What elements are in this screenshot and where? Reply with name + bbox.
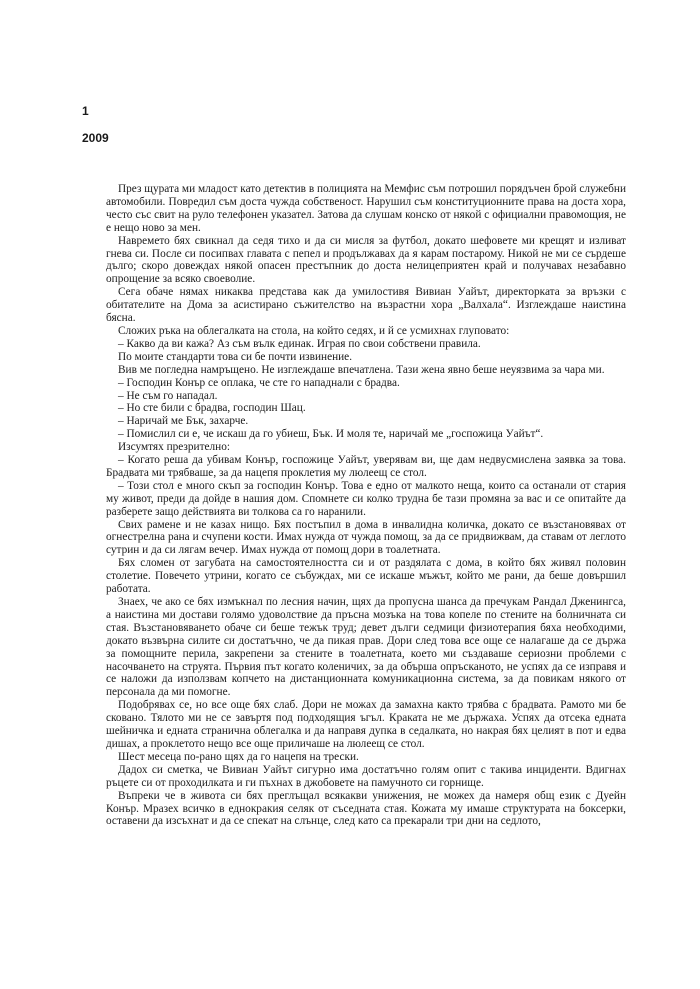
paragraph: Свих рамене и не казах нищо. Бях постъпил в дома в инвалидна количка, докато се възстановявах от огнестрелна рана и счупени кости. Имах нужда от чужда помощ, за да се придвижвам, да ставам от леглото сутрин и да си лягам вечер. Имах нужда от помощ дори в тоалетната. (106, 518, 626, 557)
paragraph: Изсумтях презрително: (118, 441, 231, 454)
paragraph: Сложих ръка на облегалката на стола, на който седях, и й се усмихнах глуповато: (118, 324, 510, 337)
chapter-year: 2009 (82, 131, 109, 145)
paragraph: Шест месеца по-рано щях да го нацепя на трески. (118, 750, 359, 763)
paragraph: По моите стандарти това си бе почти извинение. (118, 350, 353, 363)
paragraph: Сега обаче нямах никаква представа как да умилостивя Вивиан Уайът, директорката за връзки с обитателите на Дома за асистирано съжителство на възрастни хора „Валхала“. Изглеждаше наистина бясна. (106, 286, 626, 325)
chapter-number: 1 (82, 104, 89, 118)
paragraph: Подобрявах се, но все още бях слаб. Дори не можах да замахна както трябва с брадвата. Рамото ми бе сковано. Тялото ми не се завъртя под подходящия ъгъл. Краката не ме държаха. Успях да отсека едната шейничка и едната странична облегалка и да направя дупка в седалката, но накрая бях целият в пот и едва дишах, а проклетото нещо все още приличаше на люлеещ се стол. (106, 699, 626, 750)
paragraph: – Господин Конър се оплака, че сте го нападнали с брадва. (118, 376, 400, 389)
paragraph: – Но сте били с брадва, господин Шац. (118, 402, 306, 415)
paragraph: Въпреки че в живота си бях преглъщал всякакви унижения, не можех да намеря общ език с Дуейн Конър. Мразех всичко в еднокракия селяк от съседната стая. Кожата му имаше структурата на боксерки, оставени да изсъхнат и да се спекат на слънце, след като са прекарали три дни на седлото, (106, 789, 626, 828)
paragraph: Дадох си сметка, че Вивиан Уайът сигурно има достатъчно голям опит с такива инциденти. Вдигнах ръцете си от проходилката и ги пъхнах в джобовете на памучното си горнище. (106, 763, 626, 789)
paragraph: – Когато реша да убивам Конър, госпожице Уайът, уверявам ви, ще дам недвусмислена заявка за това. Брадвата ми трябваше, за да нацепя проклетия му люлеещ се стол. (106, 454, 626, 479)
paragraph: Вив ме погледна намръщено. Не изглеждаше впечатлена. Тази жена явно беше неуязвима за чара ми. (118, 363, 605, 376)
paragraph: Знаех, че ако се бях измъкнал по лесния начин, щях да пропусна шанса да пречукам Рандал Дженингса, а наистина ми достави голямо удоволствие да пръсна мозъка на това копеле по стените на болничната си стая. Възстановяването обаче си беше тежък труд; девет дълги седмици физиотерапия бяха необходими, докато възвърна силите си достатъчно, че да пикая прав. Дори след това все още се налагаше да се държа за помощните перила, закрепени за стените в тоалетната, което ми създаваше сериозни проблеми с насочването на струята. Първия път когато коленичих, за да обърша опръсканото, не успях да се изправя и се наложи да използвам копчето на дистанционната комуникационна система, за да повикам някого от персонала да ми помогне. (106, 596, 626, 699)
paragraph: През щурата ми младост като детектив в полицията на Мемфис съм потрошил порядъчен брой служебни автомобили. Повредил съм доста чужда собственост. Нарушил съм конституционните права на доста хора, често със свит на руло телефонен указател. Затова да слушам конско от някой с официални правомощия, не е нещо ново за мен. (106, 183, 626, 234)
paragraph: – Наричай ме Бък, захарче. (118, 415, 249, 428)
paragraph: Бях сломен от загубата на самостоятелността си и от раздялата с дома, в който бях живял половин столетие. Повечето утрини, когато се събуждах, ми се искаше мъжът, който ме рани, да беше довършил работата. (106, 557, 626, 596)
paragraph: – Не съм го нападал. (118, 389, 218, 402)
paragraph: – Какво да ви кажа? Аз съм вълк единак. Играя по свои собствени правила. (118, 337, 481, 350)
paragraph: – Помислил си е, че искаш да го убиеш, Бък. И моля те, наричай ме „госпожица Уайът“. (118, 428, 544, 441)
paragraph: – Този стол е много скъп за господин Конър. Това е едно от малкото неща, които са останали от стария му живот, преди да дойде в нашия дом. Спомнете си колко трудна бе тази промяна за вас и се опитайте да разберете защо действията ви толкова са го наранили. (106, 479, 626, 518)
text-body (106, 183, 626, 828)
paragraph: Навремето бях свикнал да седя тихо и да си мисля за футбол, докато шефовете ми крещят и изливат гнева си. После си посипвах главата с пепел и продължавах да я карам постарому. Никой не ми се сърдеше дълго; скоро довеждах някой опасен престъпник до доста нелицеприятен край и получавах незабавно опрощение за всяко своеволие. (106, 234, 626, 286)
